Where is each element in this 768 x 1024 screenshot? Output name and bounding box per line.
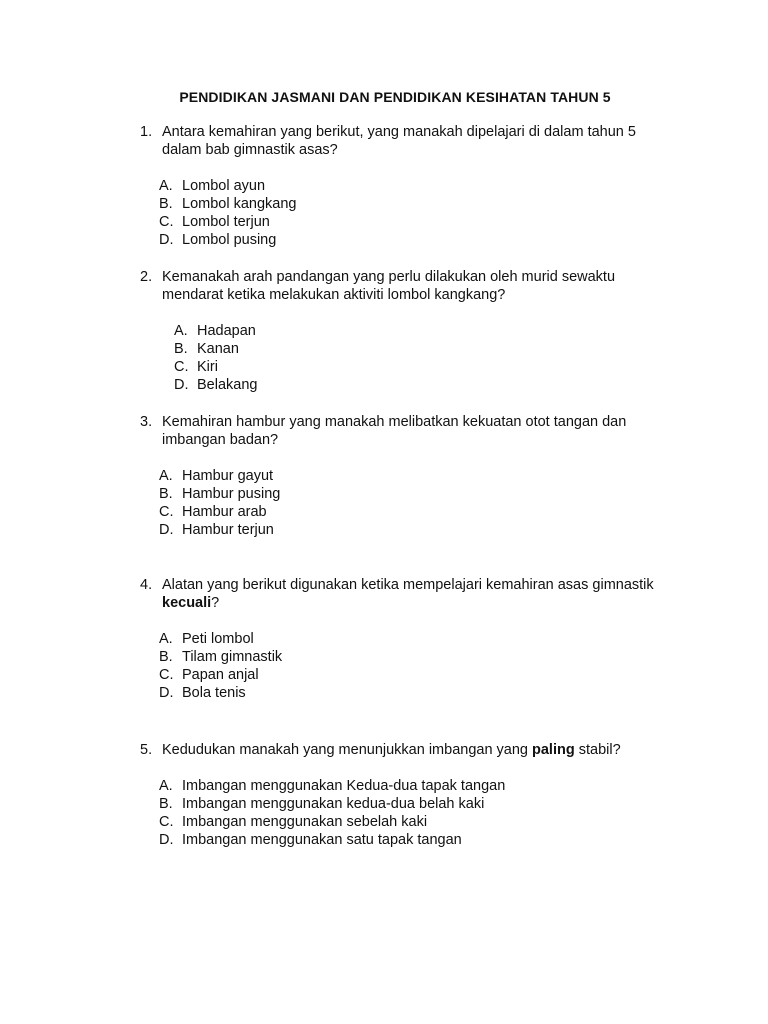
option-letter: B.	[159, 796, 173, 812]
option-text: Lombol pusing	[182, 232, 277, 248]
option-text: Belakang	[197, 377, 258, 393]
option-letter: A.	[159, 778, 173, 794]
option-letter: B.	[159, 196, 173, 212]
option-text: Hadapan	[197, 323, 256, 339]
question-text-part: Kemahiran hambur yang manakah melibatkan kekuatan otot tangan dan imbangan badan?	[162, 414, 627, 448]
option-list	[159, 467, 660, 539]
option-text: Hambur arab	[182, 504, 267, 520]
option-text: Hambur gayut	[182, 468, 274, 484]
question-number: 4.	[140, 577, 153, 593]
question-text	[162, 123, 660, 159]
option-b[interactable]	[159, 795, 660, 813]
option-b[interactable]	[159, 648, 660, 666]
option-text: Imbangan menggunakan kedua-dua belah kaki	[182, 796, 485, 812]
option-text: Imbangan menggunakan Kedua-dua tapak tangan	[182, 778, 506, 794]
option-text: Kiri	[197, 359, 218, 375]
question-text-part: stabil?	[574, 742, 621, 758]
question-text-part: Kedudukan manakah yang menunjukkan imbangan yang	[162, 742, 533, 758]
option-text: Hambur pusing	[182, 486, 281, 502]
option-letter: A.	[174, 323, 188, 339]
question-number: 2.	[140, 269, 153, 285]
option-letter: D.	[159, 522, 174, 538]
option-c[interactable]	[159, 813, 660, 831]
question-text-part: Kemanakah arah pandangan yang perlu dilakukan oleh murid sewaktu mendarat ketika melakukan aktiviti lombol kangkang?	[162, 269, 616, 303]
question-text-part: ?	[211, 595, 220, 611]
option-a[interactable]	[174, 322, 660, 340]
option-text: Lombol ayun	[182, 178, 266, 194]
option-text: Bola tenis	[182, 685, 246, 701]
question-number: 5.	[140, 742, 153, 758]
option-list	[174, 322, 660, 394]
question-text	[162, 413, 660, 449]
option-b[interactable]	[159, 195, 660, 213]
option-letter: B.	[159, 649, 173, 665]
option-d[interactable]	[159, 684, 660, 702]
question-5	[140, 741, 660, 849]
option-letter: B.	[174, 341, 188, 357]
question-text	[162, 741, 660, 759]
option-a[interactable]	[159, 630, 660, 648]
option-letter: D.	[159, 232, 174, 248]
option-letter: A.	[159, 468, 173, 484]
option-text: Kanan	[197, 341, 239, 357]
option-d[interactable]	[159, 831, 660, 849]
option-list	[159, 177, 660, 249]
option-letter: B.	[159, 486, 173, 502]
option-d[interactable]	[159, 521, 660, 539]
option-text: Peti lombol	[182, 631, 254, 647]
question-number: 3.	[140, 414, 153, 430]
option-d[interactable]	[159, 231, 660, 249]
option-text: Imbangan menggunakan satu tapak tangan	[182, 832, 462, 848]
option-text: Papan anjal	[182, 667, 259, 683]
emphasis-word: kecuali	[162, 595, 212, 611]
option-text: Tilam gimnastik	[182, 649, 283, 665]
option-letter: C.	[174, 359, 189, 375]
option-b[interactable]	[174, 340, 660, 358]
option-c[interactable]	[159, 213, 660, 231]
question-text-part: Antara kemahiran yang berikut, yang manakah dipelajari di dalam tahun 5 dalam bab gimnastik asas?	[162, 124, 636, 158]
page-title: PENDIDIKAN JASMANI DAN PENDIDIKAN KESIHATAN TAHUN 5	[179, 89, 611, 105]
option-list	[159, 777, 660, 849]
question-3	[140, 413, 660, 539]
option-text: Lombol terjun	[182, 214, 270, 230]
option-letter: C.	[159, 814, 174, 830]
question-4	[140, 576, 660, 702]
option-letter: D.	[174, 377, 189, 393]
question-text	[162, 576, 660, 612]
question-2	[140, 268, 660, 394]
emphasis-word: paling	[532, 742, 575, 758]
option-c[interactable]	[174, 358, 660, 376]
option-a[interactable]	[159, 467, 660, 485]
option-list	[159, 630, 660, 702]
option-c[interactable]	[159, 503, 660, 521]
option-letter: D.	[159, 685, 174, 701]
option-letter: C.	[159, 214, 174, 230]
option-a[interactable]	[159, 777, 660, 795]
question-1	[140, 123, 660, 249]
question-text	[162, 268, 660, 304]
option-letter: C.	[159, 504, 174, 520]
option-a[interactable]	[159, 177, 660, 195]
option-letter: A.	[159, 631, 173, 647]
option-b[interactable]	[159, 485, 660, 503]
option-letter: D.	[159, 832, 174, 848]
question-text-part: Alatan yang berikut digunakan ketika mempelajari kemahiran asas gimnastik	[162, 577, 654, 593]
option-c[interactable]	[159, 666, 660, 684]
option-text: Hambur terjun	[182, 522, 274, 538]
option-d[interactable]	[174, 376, 660, 394]
option-text: Lombol kangkang	[182, 196, 297, 212]
option-letter: C.	[159, 667, 174, 683]
option-text: Imbangan menggunakan sebelah kaki	[182, 814, 428, 830]
question-number: 1.	[140, 124, 153, 140]
option-letter: A.	[159, 178, 173, 194]
